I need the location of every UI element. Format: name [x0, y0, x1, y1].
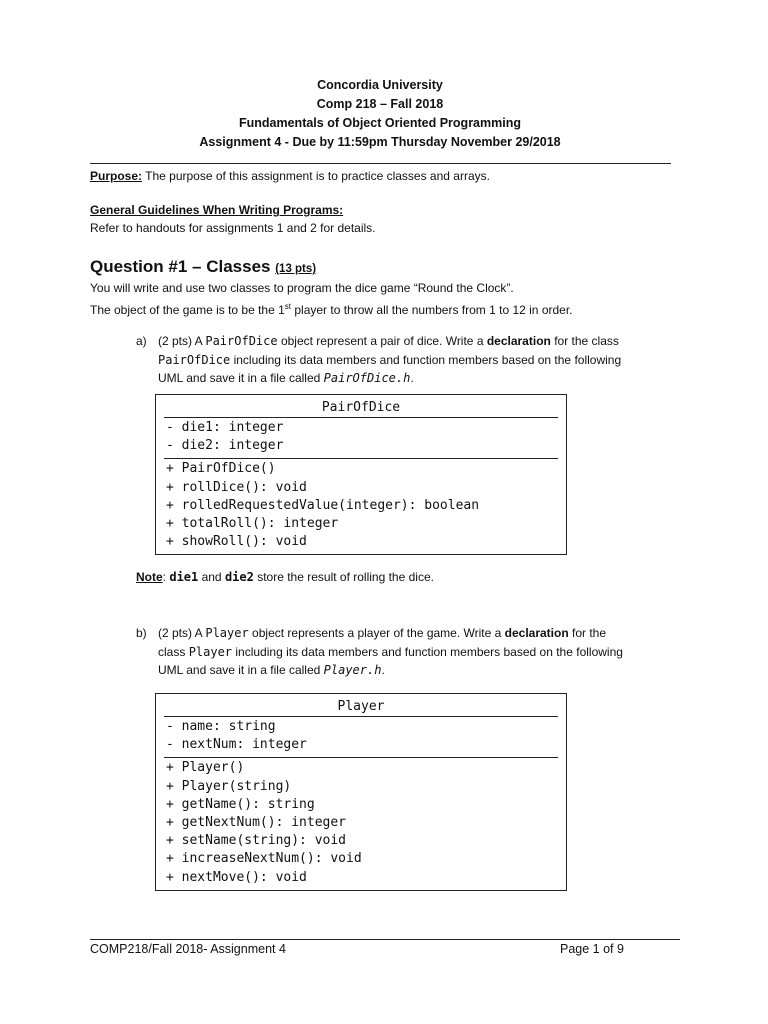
part-a-class-name-2: PairOfDice [158, 352, 231, 367]
uml-method: + setName(string): void [166, 833, 347, 849]
note-text: store the result of rolling the dice. [253, 570, 434, 584]
part-a-filename: PairOfDice.h [323, 371, 411, 385]
uml-pairofdice [155, 394, 567, 555]
intro2-part2: player to throw all the numbers from 1 to 12 in order. [291, 302, 573, 317]
part-b-t1: object represents a player of the game. Write a [248, 626, 505, 640]
uml-attribute: - die1: integer [166, 420, 284, 435]
guidelines-paragraph [90, 202, 690, 237]
part-a-label: a) [136, 334, 147, 348]
question-points: (13 pts) [275, 263, 317, 275]
question-intro-line2 [90, 298, 690, 320]
part-b-class-name: Player [205, 626, 249, 640]
part-a-t4: UML and save it in a file called [158, 371, 324, 385]
uml-class-name: PairOfDice [321, 400, 401, 415]
question-intro-line1: You will write and use two classes to program the dice game “Round the Clock”. [90, 281, 514, 295]
part-b-filename: Player.h [323, 663, 382, 677]
note-colon: : [162, 570, 170, 584]
document-header [90, 76, 670, 152]
part-b-pts: (2 pts) A [158, 626, 206, 640]
university-name: Concordia University [317, 78, 443, 92]
part-b-t3: including its data members and function members based on the following [232, 644, 623, 659]
part-b-t5: . [381, 663, 385, 677]
question-heading: Question #1 – Classes [90, 257, 271, 276]
intro2-part1: The object of the game is to be the 1 [90, 302, 285, 317]
uml-method: + showRoll(): void [166, 534, 307, 550]
course-title: Fundamentals of Object Oriented Programming [239, 116, 521, 130]
part-a-text [158, 332, 668, 388]
uml-class-name: Player [337, 699, 385, 714]
uml-method: + nextMove(): void [166, 869, 307, 885]
purpose-paragraph [90, 168, 690, 186]
part-a-t5: . [410, 371, 414, 385]
part-a-t3: including its data members and function members based on the following [230, 352, 622, 367]
note-paragraph [136, 570, 434, 584]
uml-method: + rolledRequestedValue(integer): boolean [166, 497, 480, 513]
part-b-t4: UML and save it in a file called [158, 663, 324, 677]
part-b-class-name-2: Player [188, 644, 233, 659]
purpose-text: The purpose of this assignment is to practice classes and arrays. [142, 169, 490, 183]
uml-method: + rollDice(): void [166, 479, 307, 495]
uml-player [155, 693, 567, 891]
part-a-class-name: PairOfDice [205, 334, 278, 348]
uml-method: + increaseNextNum(): void [166, 851, 362, 867]
uml-method: + getName(): string [166, 796, 315, 812]
uml-attribute: - nextNum: integer [166, 737, 307, 753]
uml-method: + Player(string) [166, 778, 292, 794]
part-b-t3a: class [158, 644, 189, 659]
uml-method: + Player() [166, 760, 245, 776]
uml-methods [164, 458, 558, 554]
footer-page-number: Page 1 of 9 [560, 942, 624, 956]
guidelines-label: General Guidelines When Writing Programs: [90, 203, 344, 217]
uml-method: + PairOfDice() [166, 461, 276, 477]
uml-attributes [164, 417, 558, 458]
uml-method: + getNextNum(): integer [166, 815, 347, 831]
part-a-t1: object represent a pair of dice. Write a [277, 334, 487, 348]
part-a-declaration: declaration [486, 334, 551, 348]
intro2-sup: st [284, 301, 292, 311]
uml-methods [164, 757, 558, 889]
question-title [90, 257, 316, 277]
part-b-declaration: declaration [504, 626, 569, 640]
part-a-pts: (2 pts) A [158, 334, 206, 348]
course-code: Comp 218 – Fall 2018 [316, 97, 444, 111]
part-b-label: b) [136, 626, 147, 640]
part-a-t2: for the class [550, 334, 619, 348]
note-and: and [198, 570, 225, 584]
note-var2: die2 [224, 570, 254, 584]
uml-method: + totalRoll(): integer [166, 516, 339, 532]
note-label: Note [136, 570, 163, 584]
uml-attribute: - name: string [166, 719, 276, 734]
footer-divider [90, 939, 680, 940]
part-b-t2: for the [568, 626, 607, 640]
uml-attribute: - die2: integer [166, 438, 284, 454]
assignment-title: Assignment 4 - Due by 11:59pm Thursday November 29/2018 [199, 135, 561, 149]
header-divider [90, 163, 671, 164]
question-intro [90, 280, 690, 319]
note-var1: die1 [169, 570, 199, 584]
purpose-label: Purpose: [90, 169, 143, 183]
guidelines-text: Refer to handouts for assignments 1 and 2 for details. [90, 220, 376, 235]
footer-course: COMP218/Fall 2018- Assignment 4 [90, 942, 286, 956]
part-b-text [158, 624, 668, 680]
uml-attributes [164, 716, 558, 757]
